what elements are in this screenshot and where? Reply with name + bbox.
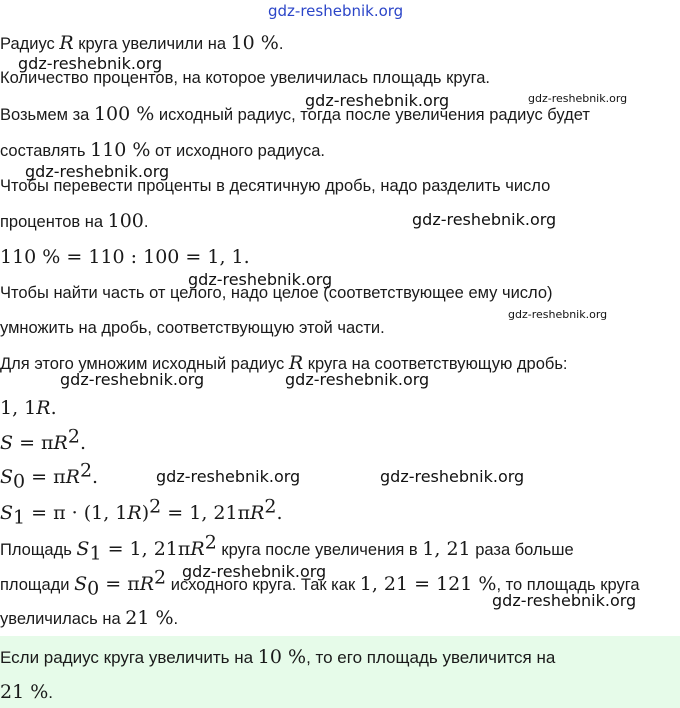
solution-line-4	[0, 139, 325, 162]
watermark: gdz-reshebnik.org	[528, 92, 628, 105]
solution-line-15	[0, 531, 574, 565]
math-superscript: 2	[154, 566, 167, 589]
solution-line-14	[0, 495, 283, 529]
solution-line-3	[0, 103, 590, 126]
math: S	[74, 573, 88, 595]
math: = 1, 21π	[101, 538, 191, 560]
math: 21 %	[125, 607, 174, 629]
solution-line-13	[0, 459, 99, 493]
math: 110 %	[90, 139, 151, 161]
watermark: gdz-reshebnik.org	[380, 467, 525, 486]
text: , то его площадь увеличится на	[306, 648, 556, 667]
math: .	[92, 466, 99, 488]
text: раза больше	[470, 541, 574, 559]
text: составлять	[0, 142, 91, 160]
math: 1, 21	[422, 538, 471, 560]
watermark: gdz-reshebnik.org	[182, 562, 327, 581]
watermark: gdz-reshebnik.org	[188, 270, 333, 289]
text: .	[278, 35, 284, 53]
text: Радиус	[0, 35, 60, 53]
math: R	[59, 32, 74, 54]
math: R	[190, 538, 205, 560]
math: 110 % = 110 : 100 = 1, 1.	[0, 246, 250, 268]
text: .	[48, 683, 54, 702]
text: процентов на	[0, 213, 108, 231]
solution-line-7	[0, 246, 250, 269]
solution-line-9	[0, 317, 385, 339]
answer-line-1	[0, 646, 555, 669]
math: 100	[107, 210, 144, 232]
watermark: gdz-reshebnik.org	[18, 54, 163, 73]
math: 21 %	[0, 681, 49, 703]
text: исходный радиус, тогда после увеличения радиус будет	[154, 106, 590, 124]
solution-line-1	[0, 32, 283, 55]
math: 10 %	[257, 646, 307, 668]
math-superscript: 2	[79, 459, 93, 482]
text: исходного круга. Так как	[166, 576, 360, 594]
text: Количество процентов, на которое увеличилась площадь круга.	[0, 69, 490, 87]
text: круга увеличили на	[73, 35, 231, 53]
text: от исходного радиуса.	[150, 142, 325, 160]
solution-line-6	[0, 210, 148, 233]
math: S	[0, 502, 14, 524]
watermark: gdz-reshebnik.org	[156, 467, 301, 486]
math: R	[53, 432, 68, 454]
math: R	[250, 502, 265, 524]
text: умножить на дробь, соответствующую этой части.	[0, 319, 385, 337]
math: R	[65, 466, 80, 488]
math: )	[141, 502, 150, 524]
math: S	[76, 538, 90, 560]
math-superscript: 2	[204, 531, 217, 554]
watermark: gdz-reshebnik.org	[305, 91, 450, 110]
solution-line-17	[0, 607, 178, 630]
watermark: gdz-reshebnik.org	[412, 210, 557, 229]
math-superscript: 2	[149, 495, 162, 518]
text: Для этого умножим исходный радиус	[0, 355, 289, 373]
math: = 1, 21π	[161, 502, 251, 524]
text: .	[143, 213, 149, 231]
math-subscript: 1	[89, 542, 102, 565]
text: , то площадь круга	[496, 576, 640, 594]
text: площади	[0, 576, 75, 594]
math-superscript: 2	[67, 425, 80, 448]
answer-line-2	[0, 681, 53, 704]
text: круга после увеличения в	[216, 541, 423, 559]
watermark: gdz-reshebnik.org	[60, 370, 205, 389]
text: Площадь	[0, 541, 77, 559]
math-subscript: 0	[13, 470, 26, 493]
watermark: gdz-reshebnik.org	[508, 308, 608, 321]
text: Если радиус круга увеличить на	[0, 648, 258, 667]
math: R	[36, 397, 51, 419]
text: круга на соответствующую дробь:	[303, 355, 568, 373]
math: 100 %	[93, 103, 155, 125]
math: = π	[99, 573, 140, 595]
math: .	[50, 397, 57, 419]
text: увеличилась на	[0, 610, 126, 628]
text: .	[173, 610, 179, 628]
watermark: gdz-reshebnik.org	[492, 591, 637, 610]
text: Возьмем за	[0, 106, 94, 124]
math-superscript: 2	[264, 495, 277, 518]
math: = π	[25, 466, 66, 488]
math: 1, 1	[0, 397, 37, 419]
math: .	[276, 502, 283, 524]
watermark: gdz-reshebnik.org	[25, 162, 170, 181]
math-subscript: 1	[13, 506, 26, 529]
math: .	[79, 432, 86, 454]
solution-line-12	[0, 425, 86, 455]
solution-line-11	[0, 397, 57, 420]
math: R	[127, 502, 142, 524]
math: = π	[13, 432, 54, 454]
math: R	[139, 573, 155, 595]
math: 10 %	[230, 32, 279, 54]
math: S	[0, 432, 14, 454]
math: S	[0, 466, 14, 488]
text: Чтобы найти часть от целого, надо целое (соответствующее ему число)	[0, 284, 553, 302]
math-subscript: 0	[87, 577, 100, 600]
math: = π · (1, 1	[25, 502, 128, 524]
watermark: gdz-reshebnik.org	[268, 2, 404, 20]
math: R	[288, 352, 304, 374]
math: 1, 21 = 121 %	[359, 573, 497, 595]
text: Чтобы перевести проценты в десятичную дробь, надо разделить число	[0, 177, 551, 195]
watermark: gdz-reshebnik.org	[285, 370, 430, 389]
